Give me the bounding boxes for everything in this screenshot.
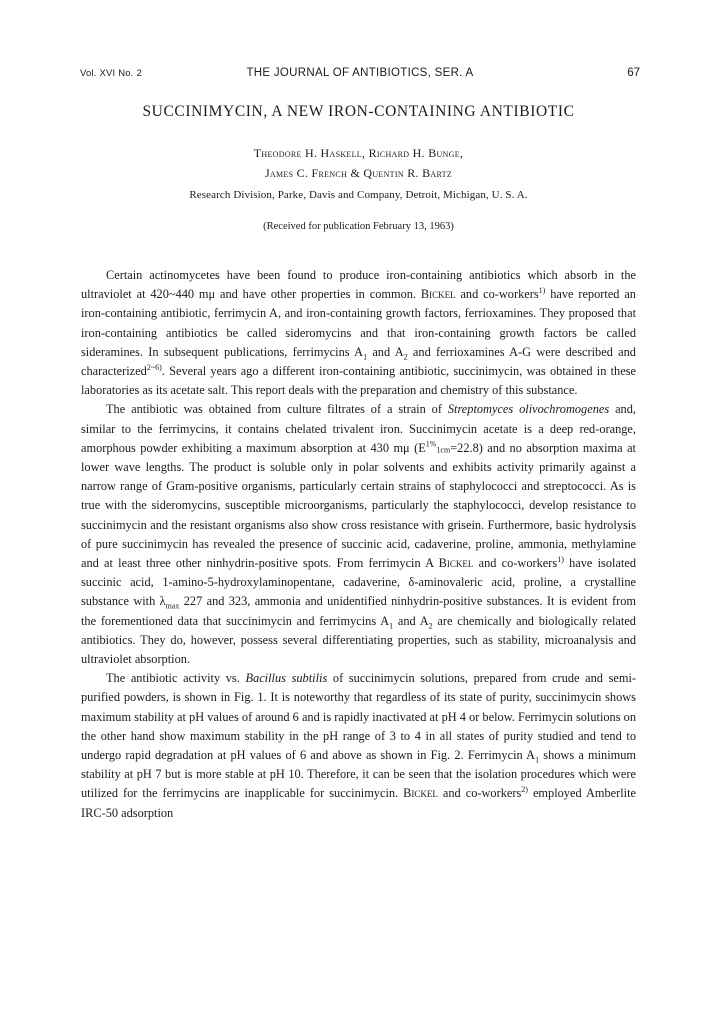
paragraph-3: The antibiotic activity vs. Bacillus subtilis of succinimycin solutions, prepared from crude and semi-purified powders, is shown in Fig. 1. It is noteworthy that regardless of its state of purity, succinimycin shows maximum stability at pH values of around 6 and is rapidly inactivated at pH 4 or below. Ferrimycin solutions on the other hand show maximum stability in the pH range of 3 to 4 in all states of purity studied and tend to undergo rapid degradation at pH values of 6 and above as shown in Fig. 2. Ferrimycin $A_1$ shows a minimum stability at pH 7 but is more stable at pH 10. Therefore, it can be seen that the isolation procedures which were utilized for the ferrimycins are inapplicable for succinimycin. Bickel and co-workers$^{2)}$ employed Amberlite IRC-50 adsorption	[81, 671, 637, 820]
volume-issue: Vol. XVI No. 2	[80, 68, 142, 79]
reference-marker: 1)	[538, 286, 546, 296]
paragraph-2: The antibiotic was obtained from culture filtrates of a strain of Streptomyces olivochromogenes and, similar to the ferrimycins, it contains chelated trivalent iron. Succinimycin acetate is a deep red-orange, amorphous powder exhibiting a maximum absorption at 430 mμ $(E^{1\%}_{1cm}=22.8)$ and no absorption maxima at lower wave lengths. The product is soluble only in polar solvents and exhibits activity primarily against a narrow range of Gram-positive organisms, particularly certain strains of staphylococci and streptococci. As is true with the sideromycins, susceptible microorganisms, particularly the staphylococci, develop resistance to succinimycin and the resistant organisms also show cross resistance with grisein. Furthermore, basic hydrolysis of pure succinimycin has revealed the presence of succinic acid, cadaverine, proline, ammonia, methylamine and at least three other ninhydrin-positive spots. From ferrimycin A Bickel and co-workers$^{1)}$ have isolated succinic acid, 1-amino-5-hydroxylaminopentane, cadaverine, δ-aminovaleric acid, proline, a crystalline substance with $\lambda_{max}$ 227 and 323, ammonia and unidentified ninhydrin-positive substances. It is evident from the forementioned data that succinimycin and ferrimycins $A_1$ and $A_2$ are chemically and biologically related antibiotics. They do, however, possess several differentiating properties, such as stability, microanalysis and ultraviolet absorption.	[81, 402, 637, 667]
authors-line-2: James C. French & Quentin R. Bartz	[264, 166, 453, 180]
received-date: (Received for publication February 13, 1963)	[263, 221, 454, 232]
journal-name: THE JOURNAL OF ANTIBIOTICS, SER. A	[246, 67, 474, 79]
authors-line-1: Theodore H. Haskell, Richard H. Bunge,	[253, 146, 464, 160]
running-header	[80, 68, 640, 84]
organism-name: Streptomyces olivochromogenes	[447, 402, 610, 417]
article-title: SUCCINIMYCIN, A NEW IRON-CONTAINING ANTIBIOTIC	[142, 103, 575, 120]
reference-marker: 2)	[521, 785, 528, 795]
paragraph-1: Certain actinomycetes have been found to produce iron-containing antibiotics which absorb in the ultraviolet at 420~440 mμ and have other properties in common. Bickel and co-workers$^{1)}$ have reported an iron-containing antibiotic, ferrimycin A, and iron-containing growth factors, ferrioxamines. They proposed that iron-containing antibiotics be called sideromycins and that iron-containing growth factors be called sideramines. In subsequent publications, ferrimycins $A_1$ and $A_2$ and ferrioxamines A-G were described and characterized$^{2\sim 6)}$. Several years ago a different iron-containing antibiotic, succinimycin, was obtained in these laboratories as its acetate salt. This report deals with the preparation and chemistry of this substance.	[81, 268, 636, 398]
author-citation: Bickel	[420, 287, 456, 302]
page-number: 67	[627, 67, 640, 79]
reference-marker: 1)	[557, 554, 564, 564]
author-list	[0, 143, 717, 183]
author-citation: Bickel	[403, 786, 438, 801]
affiliation: Research Division, Parke, Davis and Company, Detroit, Michigan, U. S. A.	[189, 189, 528, 201]
reference-marker: 2~6)	[146, 362, 162, 372]
article-body	[81, 266, 636, 823]
author-citation: Bickel	[438, 556, 474, 571]
organism-name: Bacillus subtilis	[245, 671, 328, 686]
